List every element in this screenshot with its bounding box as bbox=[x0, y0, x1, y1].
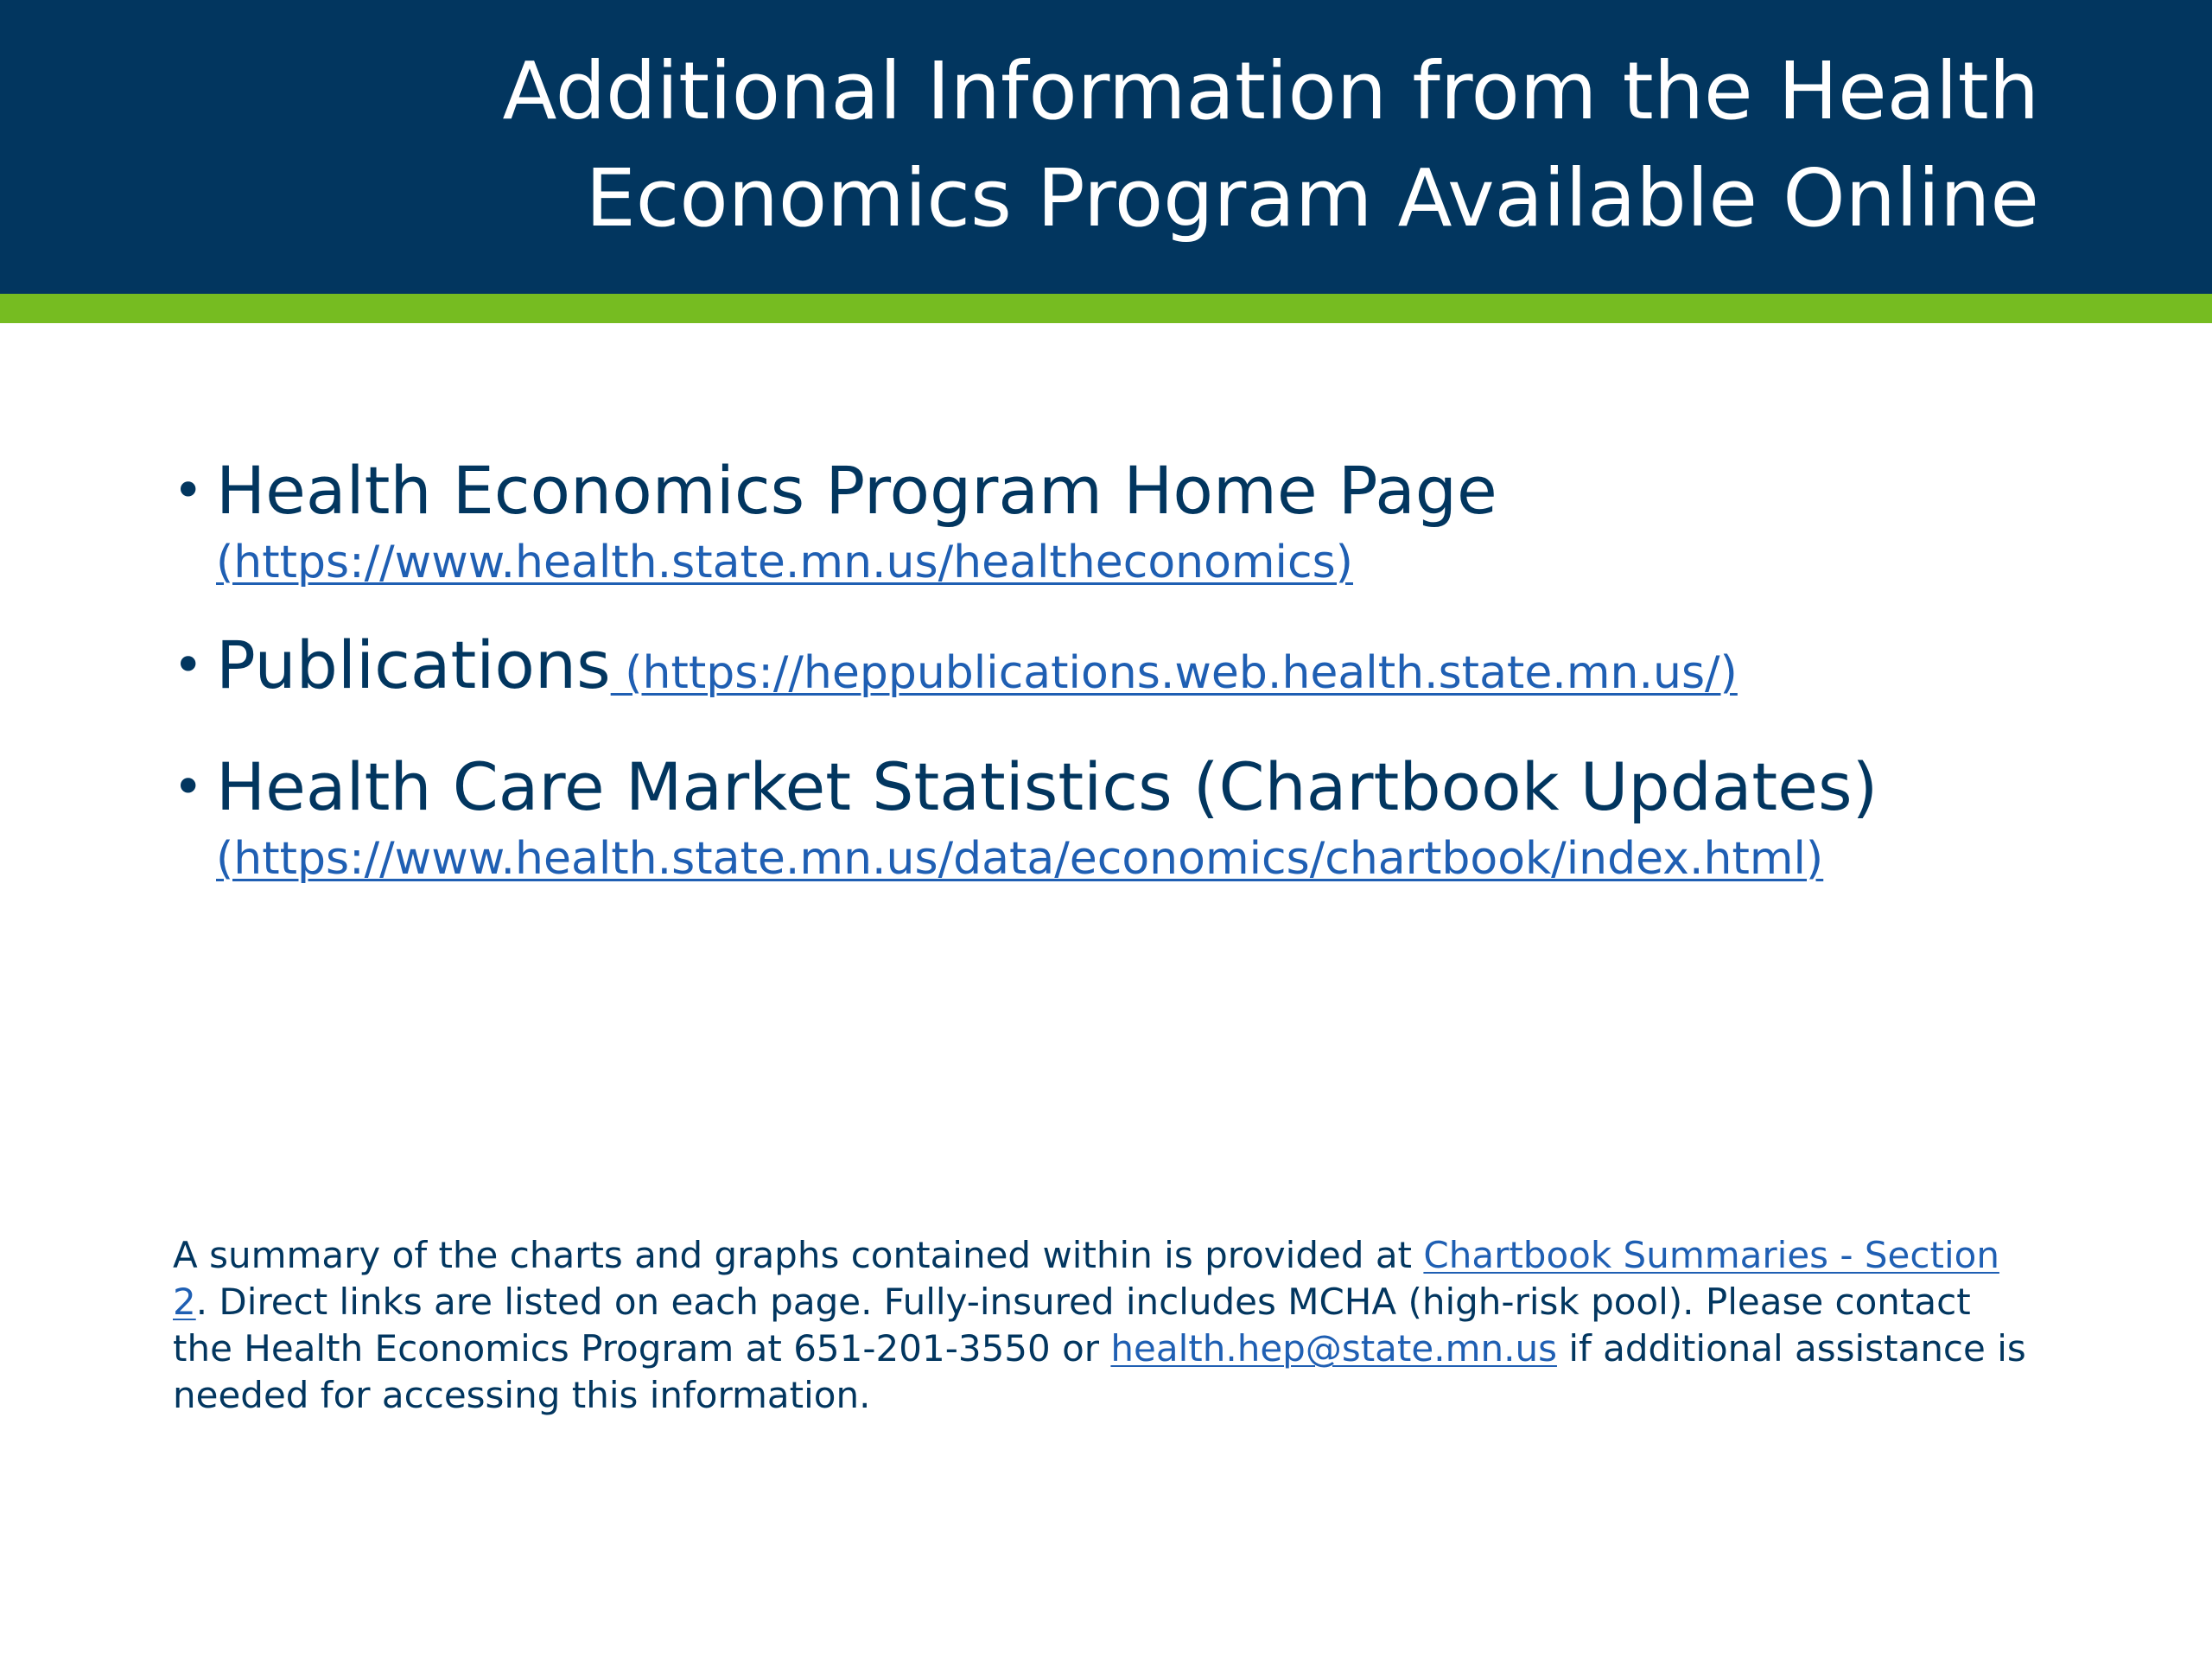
bullet-icon: • bbox=[173, 461, 204, 521]
footnote-text-2: . Direct links are listed on each page. Fully-insured includes MCHA (high-risk pool). Please contact the Health Economics Program at 651-201-3550 or bbox=[173, 1281, 1971, 1370]
resource-list bbox=[173, 449, 2074, 889]
publications-label: Publications bbox=[216, 626, 611, 703]
bullet-icon: • bbox=[173, 757, 204, 817]
footnote-text-1: A summary of the charts and graphs contained within is provided at bbox=[173, 1234, 1424, 1276]
title-line-2: Economics Program Available Online bbox=[585, 152, 2039, 245]
title-line-1: Additional Information from the Health bbox=[502, 45, 2039, 137]
accent-divider bbox=[0, 294, 2212, 323]
chartbook-summaries-link[interactable]: Chartbook Summaries - Section 2 bbox=[173, 1234, 1999, 1323]
bullet-icon: • bbox=[173, 635, 204, 696]
email-link[interactable]: health.hep@state.mn.us bbox=[1110, 1327, 1557, 1370]
footnote bbox=[173, 1232, 2039, 1419]
page-title bbox=[225, 38, 2039, 252]
chartbook-label: Health Care Market Statistics (Chartbook Updates) bbox=[216, 748, 1878, 825]
chartbook-link[interactable]: (https://www.health.state.mn.us/data/economics/chartbook/index.html) bbox=[216, 833, 1824, 885]
list-item-publications bbox=[173, 624, 2074, 715]
footnote-text-3: if additional assistance is needed for accessing this information. bbox=[173, 1327, 2026, 1416]
publications-link[interactable]: (https://heppublications.web.health.state.mn.us/) bbox=[610, 647, 1738, 699]
home-page-link[interactable]: (https://www.health.state.mn.us/healtheconomics) bbox=[216, 537, 1353, 588]
list-item-chartbook bbox=[173, 746, 2074, 889]
header-bar bbox=[0, 0, 2212, 294]
list-item-home-page bbox=[173, 449, 2074, 593]
home-page-label: Health Economics Program Home Page bbox=[216, 452, 1497, 529]
